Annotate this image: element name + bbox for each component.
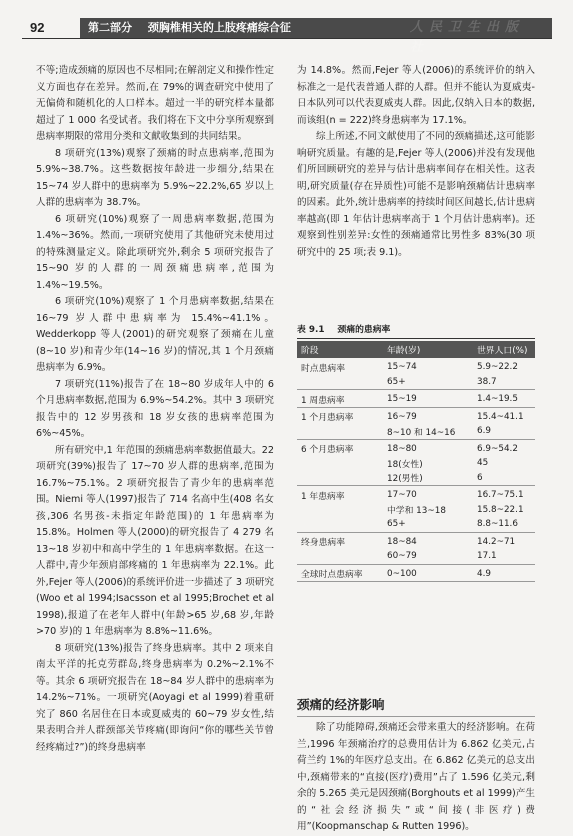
percent-cell: 38.7 <box>473 375 535 390</box>
percent-cell: 15.8~22.1 <box>477 504 524 515</box>
table-header-row <box>297 341 535 358</box>
stage-cell <box>297 549 383 564</box>
part-label: 第二部分 <box>88 21 132 34</box>
table-row <box>297 471 535 486</box>
column-header: 年龄(岁) <box>383 341 473 358</box>
right-column <box>297 63 535 261</box>
table-row <box>297 375 535 390</box>
paragraph: 所有研究中,1 年范围的颈痛患病率数据值最大。22 项研究(39%)报告了 17~70 岁人群的患病率,范围为 16.7%~75.1%。2 项研究报告了青少年的患病率范围。Niemi 等人(1997)报告了 714 名高中生(408 名女孩,306 名男孩-未指定年龄范围)的 1 年患病率为 15.8%。Holmen 等人(2000)的研究报告了 4 279 名 13~18 岁初中和高中学生的 1 年患病率数据。在这一人群中,青少年颈肩部疼痛的 1 年患病率为 22.1%。此外,Fejer 等人(2006)的系统评价进一步描述了 3 项研究(Woo et al 1994;Isacsson et al 1995;Brochet et al 1998),报道了在老年人群中(年龄>65 岁,68 岁,年龄>70 岁)的 1 年患病率为 8.8%~11.6%。 <box>36 444 274 637</box>
percent-cell: 6.9 <box>473 424 535 439</box>
age-cell: 18(女性) <box>387 459 423 470</box>
table-row <box>297 358 535 375</box>
paragraph: 8 项研究(13%)观察了颈痛的时点患病率,范围为 5.9%~38.7%。这些数据按年龄进一步细分,结果在 15~74 岁人群中的患病率为 5.9%~22.2%,65 岁以上人群的患病率为 38.7%。 <box>36 147 274 208</box>
percent-cell: 6 <box>473 471 535 486</box>
percent-cell: 4.9 <box>473 564 535 582</box>
paragraph: 除了功能障碍,颈痛还会带来重大的经济影响。在荷兰,1996 年颈痛治疗的总费用估计为 6.862 亿美元,占荷兰约 1%的年医疗总支出。在 6.862 亿美元的总支出中,颈痛带来的“直接(医疗)费用”占了 1.596 亿美元,剩余的 5.265 美元是因颈痛(Borghouts et al 1999)产生的“社会经济损失”或“间接(非医疗)费用”(Koopmanschap & Rutten 1996)。 <box>297 722 535 832</box>
age-cell: 60~79 <box>383 549 473 564</box>
left-column <box>36 63 274 756</box>
section-heading: 颈痛的经济影响 <box>297 695 535 717</box>
percent-cell: 45 <box>477 458 489 469</box>
age-cell: 16~79 <box>387 411 417 422</box>
age-cell: 0~100 <box>383 564 473 582</box>
table-row <box>297 456 535 471</box>
table-row <box>297 517 535 532</box>
age-cell: 15~19 <box>383 390 473 408</box>
paragraph: 为 14.8%。然而,Fejer 等人(2006)的系统评价的纳入标准之一是代表普通人群的人群。但并不能认为夏威夷-日本队列可以代表夏威夷人群。因此,仅纳入日本的数据,而该组(n = 222)终身患病率为 17.1%。 <box>297 65 535 126</box>
percent-cell: 14.2~71 <box>477 536 516 547</box>
stage-cell <box>297 471 383 486</box>
percent-cell: 6.9~54.2 <box>477 443 518 454</box>
table-row <box>297 390 535 408</box>
paragraph: 6 项研究(10%)观察了一周患病率数据,范围为 1.4%~36%。然而,一项研究使用了其他研究未使用过的特殊测量定义。除此项研究外,剩余 5 项研究报告了 15~90 岁的人群的一周颈痛患病率,范围为 1.4%~19.5%。 <box>36 213 274 291</box>
table-row <box>297 424 535 439</box>
age-cell: 65+ <box>383 517 473 532</box>
stage-cell <box>297 503 383 518</box>
stage-cell: 时点患病率 <box>301 363 345 374</box>
table-row <box>297 486 535 503</box>
stage-cell <box>297 375 383 390</box>
stage-cell <box>297 456 383 471</box>
page-number: 92 <box>30 20 45 35</box>
stage-cell: 1 年患病率 <box>301 491 345 502</box>
percent-cell: 17.1 <box>473 549 535 564</box>
stage-cell: 终身患病率 <box>301 538 345 549</box>
paragraph: 不等;造成颈痛的原因也不尽相同;在解剖定义和操作性定义方面也存在差异。然而,在 79%的调查研究中使用了无偏倚和随机化的人口样本。超过一半的研究样本量都超过了 1 000 名受试者。我们将在下文中分享所观察到患病率期限的常用分类和文献收集到的共同结果。 <box>36 65 274 142</box>
age-cell: 15~74 <box>387 362 417 373</box>
table-row <box>297 549 535 564</box>
table-title: 颈痛的患病率 <box>337 325 391 335</box>
age-cell: 中学和 13~18 <box>387 506 446 517</box>
age-cell: 12(男性) <box>383 471 473 486</box>
age-cell: 17~70 <box>387 490 417 501</box>
percent-cell: 8.8~11.6 <box>473 517 535 532</box>
table-row <box>297 407 535 424</box>
paragraph: 8 项研究(13%)报告了终身患病率。其中 2 项来自南太平洋的托克劳群岛,终身患病率为 0.2%~2.1%不等。其余 6 项研究报告在 18~84 岁人群中的患病率为 14.2%~71%。一项研究(Aoyagi et al 1999)着重研究了 860 名居住在日本或夏威夷的 60~79 岁女性,结果表明合并人群颈部关节疼痛(即询问“你的哪些关节曾经疼痛过?”)的终身患病率 <box>36 642 274 753</box>
stage-cell <box>297 424 383 439</box>
prevalence-table <box>297 322 535 582</box>
chapter-title: 颈胸椎相关的上肢疼痛综合征 <box>147 21 291 34</box>
stage-cell: 1 个月患病率 <box>301 413 354 424</box>
paragraph: 7 项研究(11%)报告了在 18~80 岁成年人中的 6 个月患病率数据,范围为 6.9%~54.2%。其中 3 项研究报告中的 12 岁男孩和 18 岁女孩的患病率范围为 6%~45%。 <box>36 378 274 439</box>
age-cell: 8~10 和 14~16 <box>383 424 473 439</box>
stage-cell <box>297 517 383 532</box>
running-header <box>22 18 552 55</box>
age-cell: 18~84 <box>387 536 417 547</box>
percent-cell: 1.4~19.5 <box>473 390 535 408</box>
paragraph: 6 项研究(10%)观察了 1 个月患病率数据,结果在 16~79 岁人群中患病率为 15.4%~41.1%。Wedderkopp 等人(2001)的研究观察了颈痛在儿童(8~10 岁)和青少年(14~16 岁)的情况,其 1 个月颈痛患病率为 6.9%。 <box>36 296 274 373</box>
stage-cell: 6 个月患病率 <box>301 445 354 456</box>
percent-cell: 15.4~41.1 <box>477 411 524 422</box>
percent-cell: 5.9~22.2 <box>477 362 518 373</box>
percent-cell: 16.7~75.1 <box>477 490 524 501</box>
age-cell: 18~80 <box>387 443 417 454</box>
table-row <box>297 564 535 582</box>
table-row <box>297 503 535 518</box>
table-number: 表 9.1 <box>297 325 325 335</box>
column-header: 阶段 <box>297 341 383 358</box>
stage-cell: 1 周患病率 <box>297 390 383 408</box>
column-header: 世界人口(%) <box>473 341 535 358</box>
age-cell: 65+ <box>383 375 473 390</box>
chapter-bar <box>80 18 552 55</box>
table-caption <box>297 322 535 339</box>
paragraph: 综上所述,不同文献使用了不同的颈痛描述,这可能影响研究质量。有趣的是,Fejer 等人(2006)并没有发现他们所回顾研究的差异与估计患病率间存在相关性。这表明,研究质量(存在异质性)可能不是影响颈痛估计患病率的因素。此外,统计患病率的持续时间区间越长,估计患病率越高(即 1 年估计患病率高于 1 个月估计患病率)。还观察到性别差异:女性的颈痛通常比男性多 83%(30 项研究中的 25 项;表 9.1)。 <box>297 131 535 258</box>
stage-cell: 全球时点患病率 <box>297 564 383 582</box>
publisher-watermark: 人民卫生出版社 <box>410 20 525 55</box>
table-row <box>297 532 535 549</box>
table-row <box>297 439 535 456</box>
section-body <box>297 720 535 836</box>
